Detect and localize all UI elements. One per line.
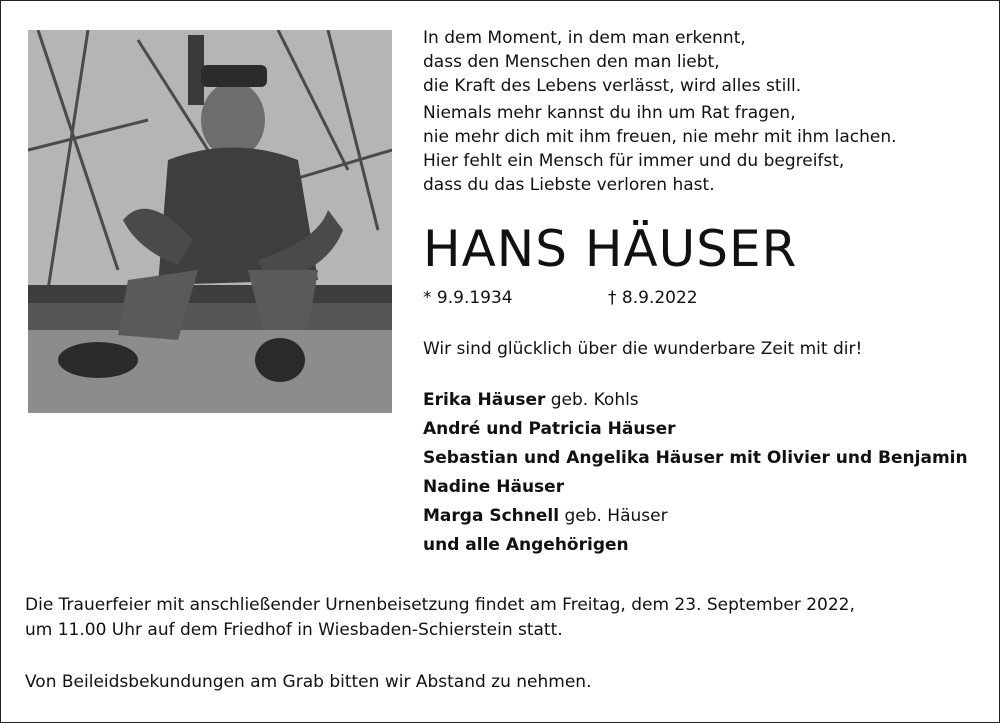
poem-line: In dem Moment, in dem man erkennt,: [423, 28, 746, 48]
poem-line: Niemals mehr kannst du ihn um Rat fragen,: [423, 103, 796, 123]
poem-line: Hier fehlt ein Mensch für immer und du begreifst,: [423, 151, 845, 171]
mourner-line: André und Patricia Häuser: [423, 419, 676, 439]
mourner-line: Nadine Häuser: [423, 477, 565, 497]
poem-line: nie mehr dich mit ihm freuen, nie mehr mit ihm lachen.: [423, 127, 897, 147]
poem-stanza: [423, 101, 983, 197]
tagline: Wir sind glücklich über die wunderbare Zeit mit dir!: [423, 339, 863, 359]
poem: [423, 26, 983, 200]
birth-date: * 9.9.1934: [423, 288, 513, 308]
portrait-photo: [28, 30, 392, 413]
mourner-line: und alle Angehörigen: [423, 535, 629, 555]
life-dates: [423, 286, 698, 310]
deceased-name: HANS HÄUSER: [423, 220, 798, 278]
funeral-line: Die Trauerfeier mit anschließender Urnenbeisetzung findet am Freitag, dem 23. September 2022,: [25, 595, 855, 615]
funeral-info: [25, 593, 855, 695]
poem-line: dass den Menschen den man liebt,: [423, 52, 720, 72]
poem-line: die Kraft des Lebens verlässt, wird alles still.: [423, 76, 802, 96]
mourners-list: [423, 386, 968, 560]
mourner-line: Sebastian und Angelika Häuser mit Olivier und Benjamin: [423, 448, 968, 468]
death-date: † 8.9.2022: [608, 288, 698, 308]
poem-line: dass du das Liebste verloren hast.: [423, 175, 715, 195]
funeral-line: um 11.00 Uhr auf dem Friedhof in Wiesbaden-Schierstein statt.: [25, 620, 563, 640]
mourner-line: Erika Häuser geb. Kohls: [423, 390, 639, 410]
mourner-line: Marga Schnell geb. Häuser: [423, 506, 668, 526]
condolence-note: Von Beileidsbekundungen am Grab bitten wir Abstand zu nehmen.: [25, 672, 592, 692]
poem-stanza: [423, 26, 983, 98]
